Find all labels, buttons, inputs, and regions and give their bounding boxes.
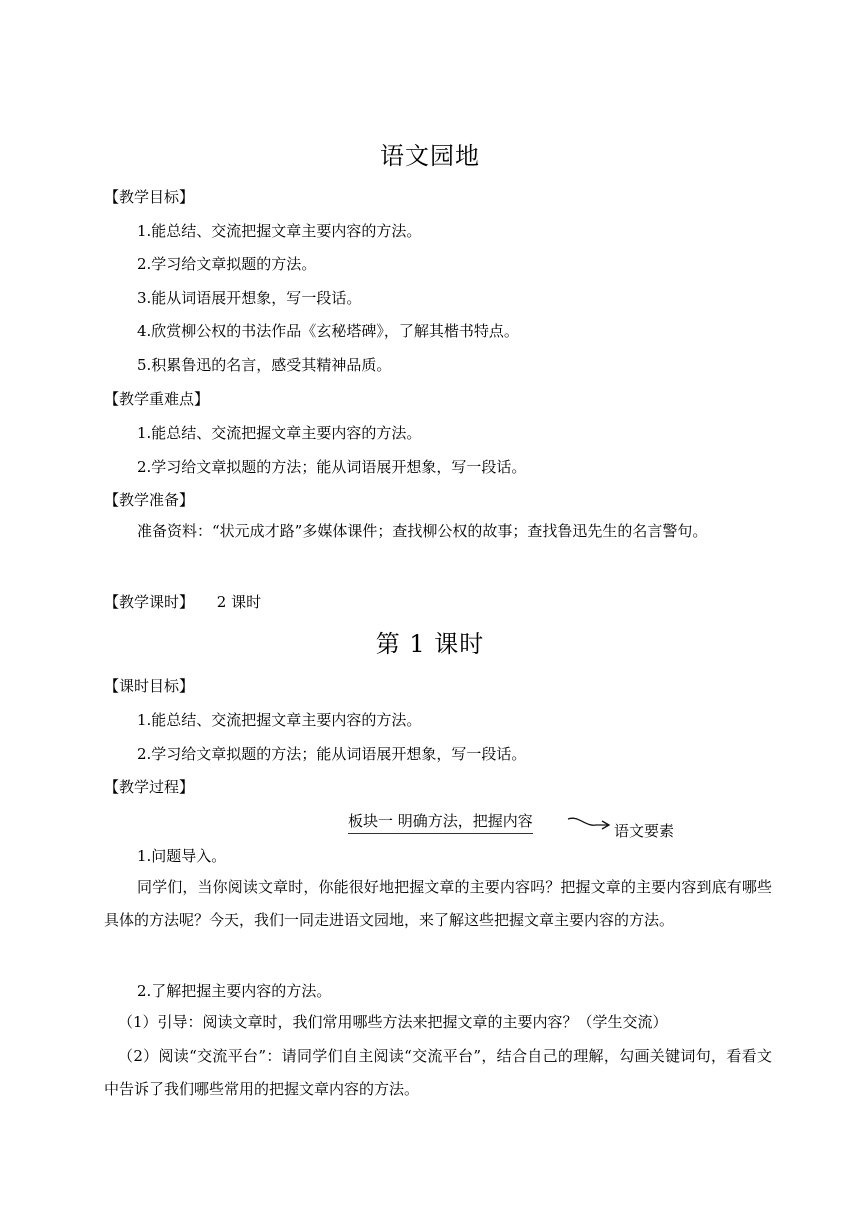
objective-item: 3.能从词语展开想象，写一段话。 [137,289,362,307]
block-label: 板块一 明确方法，把握内容 [348,810,533,834]
objective-item: 2.学习给文章拟题的方法。 [137,255,317,273]
objective-item: 5.积累鲁迅的名言，感受其精神品质。 [137,356,392,374]
hours-heading: 【教学课时】 [104,593,195,611]
step-2-1: （1）引导：阅读文章时，我们常用哪些方法来把握文章的主要内容？（学生交流） [118,1013,668,1031]
arrow-icon [566,813,614,833]
key-point-item: 2.学习给文章拟题的方法；能从词语展开想象，写一段话。 [137,458,527,476]
lesson-objective-item: 1.能总结、交流把握文章主要内容的方法。 [137,711,422,729]
process-heading: 【教学过程】 [104,778,195,796]
lesson-title: 第 1 课时 [375,630,485,658]
hours-value: 2 课时 [216,593,262,611]
preparation-heading: 【教学准备】 [104,491,195,509]
preparation-text: 准备资料：“状元成才路”多媒体课件；查找柳公权的故事；查找鲁迅先生的名言警句。 [137,522,708,540]
objective-item: 1.能总结、交流把握文章主要内容的方法。 [137,222,422,240]
lesson-objective-item: 2.学习给文章拟题的方法；能从词语展开想象，写一段话。 [137,745,527,763]
lesson-objectives-heading: 【课时目标】 [104,677,195,695]
step-2: 2.了解把握主要内容的方法。 [137,982,332,1000]
hours-row [104,591,772,612]
page-title: 语文园地 [380,142,480,170]
element-label: 语文要素 [614,822,675,840]
step-2-2: （2）阅读“交流平台”：请同学们自主阅读“交流平台”，结合自己的理解，勾画关键词句，看看文中告诉了我们哪些常用的把握文章内容的方法。 [104,1047,772,1098]
step-1: 1.问题导入。 [137,847,227,865]
objectives-heading: 【教学目标】 [104,188,195,206]
step-1-text: 同学们，当你阅读文章时，你能很好地把握文章的主要内容吗？把握文章的主要内容到底有哪些具体的方法呢？今天，我们一同走进语文园地，来了解这些把握文章主要内容的方法。 [104,878,772,929]
objective-item: 4.欣赏柳公权的书法作品《玄秘塔碑》，了解其楷书特点。 [137,322,519,340]
key-point-item: 1.能总结、交流把握文章主要内容的方法。 [137,424,422,442]
key-points-heading: 【教学重难点】 [104,390,210,408]
